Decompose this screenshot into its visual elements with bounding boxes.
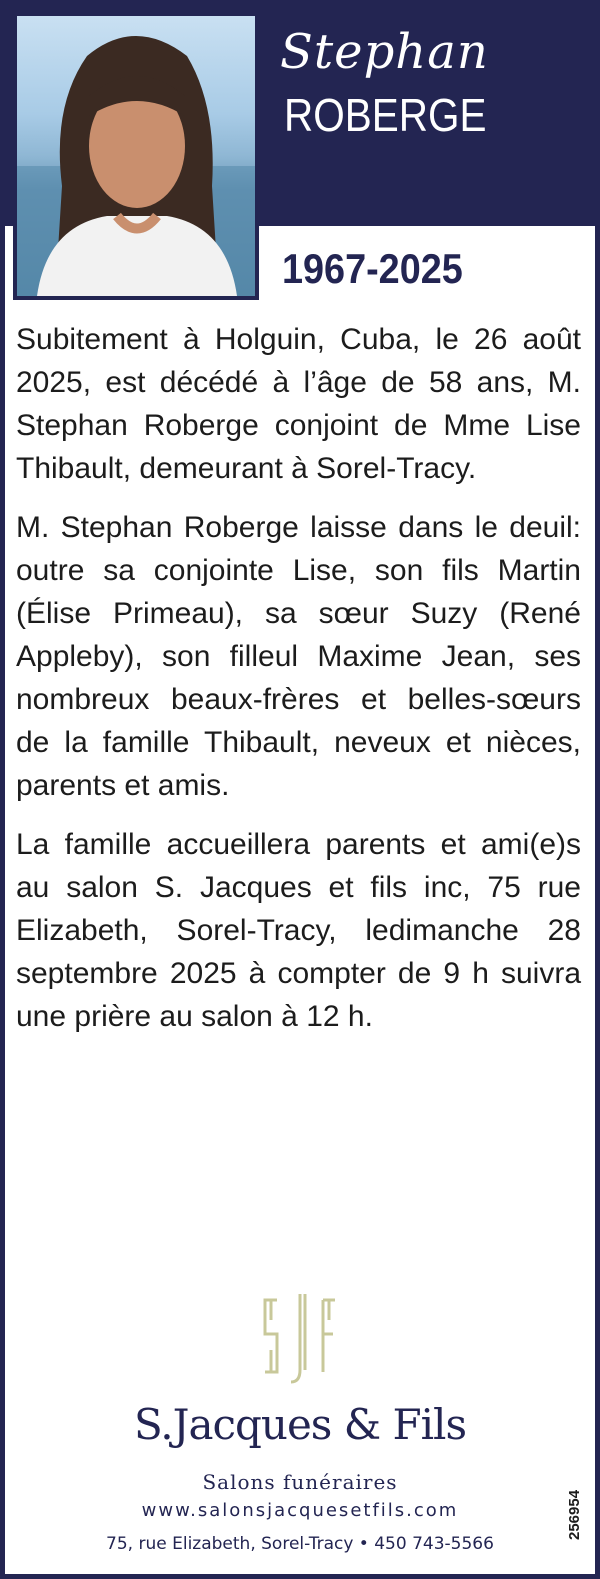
first-name: Stephan <box>280 24 489 80</box>
ad-number: 256954 <box>566 1489 583 1540</box>
paragraph-survivors: M. Stephan Roberge laisse dans le deuil: outre sa conjointe Lise, son fils Martin (Élise Primeau), sa sœur Suzy (René Appleby), son filleul Maxime Jean, ses nombreux beaux-frères et belles-sœurs de la famille Thibault, neveux et nièces, parents et amis. <box>16 511 581 802</box>
paragraph-visitation: La famille accueillera parents et ami(e)s au salon S. Jacques et fils inc, 75 rue Elizabeth, Sorel-Tracy, ledimanche 28 septembre 2025 à compter de 9 h suivra une prière au salon à 12 h. <box>16 828 581 1033</box>
funeral-home-name: S.Jacques & Fils <box>133 1400 467 1449</box>
last-name: ROBERGE <box>284 89 487 141</box>
portrait-photo <box>17 16 255 296</box>
life-years: 1967-2025 <box>282 245 463 292</box>
portrait-illustration <box>17 16 255 296</box>
paragraph-death-notice: Subitement à Holguin, Cuba, le 26 août 2025, est décédé à l’âge de 58 ans, M. Stephan Roberge conjoint de Mme Lise Thibault, demeurant à Sorel-Tracy. <box>16 323 581 485</box>
obituary-text <box>16 318 581 1054</box>
funeral-home-address: 75, rue Elizabeth, Sorel-Tracy • 450 743-5566 <box>106 1534 494 1554</box>
funeral-home-subtitle: Salons funéraires <box>202 1470 398 1494</box>
funeral-home-website[interactable]: www.salonsjacquesetfils.com <box>141 1500 459 1521</box>
portrait-frame <box>13 12 259 300</box>
sjf-monogram-logo <box>255 1290 345 1386</box>
